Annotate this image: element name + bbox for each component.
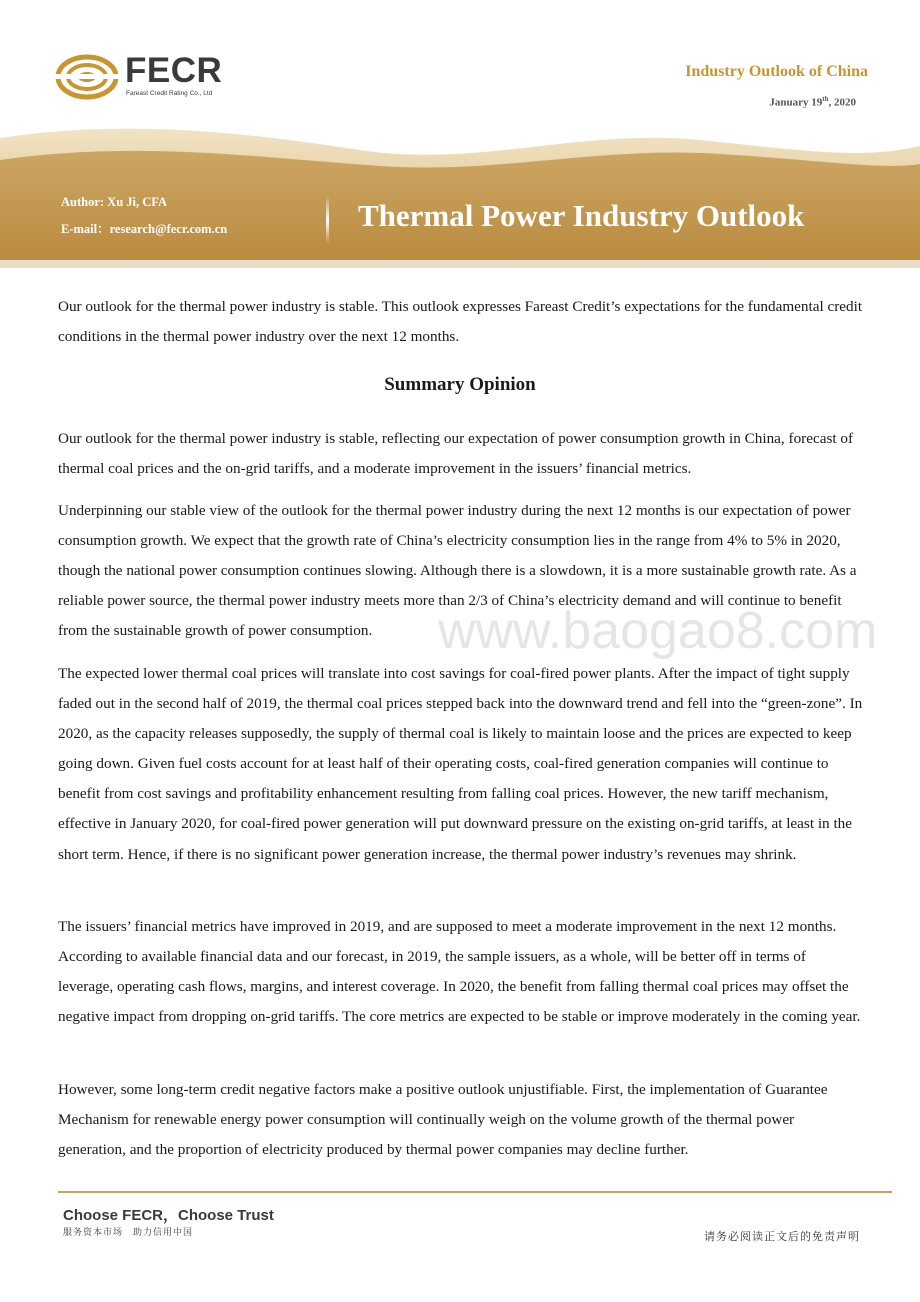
intro-paragraph: Our outlook for the thermal power industry is stable. This outlook expresses Fareast Credit’s expectations for the fundamental credit conditions in the thermal power industry over the next 12 months.: [58, 298, 863, 345]
date-ordinal: th: [822, 95, 829, 103]
header-banner: [0, 120, 920, 268]
date-year: , 2020: [828, 96, 856, 109]
logo-wordmark: FECR: [125, 51, 223, 90]
report-series-title: Industry Outlook of China: [685, 63, 868, 80]
date-prefix: January 19: [769, 96, 823, 109]
paragraph: The expected lower thermal coal prices will translate into cost savings for coal-fired power plants. After the impact of tight supply faded out in the second half of 2019, the thermal coal prices stepped back into the downward trend and fell into the “green-zone”. In 2020, as the capacity releases supposedly, the supply of thermal coal is likely to maintain loose and the prices are expected to keep going down. Given fuel costs account for at least half of their operating costs, coal-fired generation companies will continue to benefit from cost savings and profitability enhancement resulting from falling coal prices. However, the new tariff mechanism, effective in January 2020, for coal-fired power generation will put downward pressure on the existing on-grid tariffs, at least in the short term. Hence, if there is no significant power generation increase, the thermal power industry’s revenues may shrink.: [58, 665, 863, 863]
paragraph: Our outlook for the thermal power industry is stable, reflecting our expectation of power consumption growth in China, forecast of thermal coal prices and the on-grid tariffs, and a moderate improvement in the issuers’ financial metrics.: [58, 430, 854, 478]
fecr-logo[interactable]: [55, 50, 235, 104]
footer-disclaimer: 请务必阅读正文后的免责声明: [704, 1230, 860, 1243]
page-title: Thermal Power Industry Outlook: [358, 198, 805, 233]
paragraph: However, some long-term credit negative factors make a positive outlook unjustifiable. First, the implementation of Guarantee Mechanism for renewable energy power consumption will continually weigh on the volume growth of the thermal power generation, and the proportion of electricity produced by thermal power companies may decline further.: [58, 1081, 828, 1159]
footer-slogan: Choose FECR，Choose Trust: [63, 1207, 274, 1224]
fecr-logo-icon: [55, 52, 119, 102]
paragraph: Underpinning our stable view of the outlook for the thermal power industry during the next 12 months is our expectation of power consumption growth. We expect that the growth rate of China’s electricity consumption lies in the range from 4% to 5% in 2020, though the national power consumption continues slowing. Although there is a slowdown, it is a more sustainable growth rate. As a reliable power source, the thermal power industry meets more than 2/3 of China’s electricity demand and will continue to benefit from the sustainable growth of power consumption.: [58, 502, 857, 640]
report-date: [769, 95, 856, 109]
footer-slogan-cn: 服务资本市场 助力信用中国: [63, 1228, 194, 1238]
watermark: www.baogao8.com: [438, 602, 878, 660]
author-email[interactable]: E-mail：research@fecr.com.cn: [61, 222, 228, 236]
paragraph: The issuers’ financial metrics have improved in 2019, and are supposed to meet a moderate improvement in the next 12 months. According to available financial data and our forecast, in 2019, the sample issuers, as a whole, will be better off in terms of leverage, operating cash flows, margins, and interest coverage. In 2020, the benefit from falling thermal coal prices may offset the negative impact from dropping on-grid tariffs. The core metrics are expected to be stable or improve moderately in the coming year.: [58, 918, 861, 1026]
banner-divider: [326, 196, 329, 244]
logo-subtitle: Fareast Credit Rating Co., Ltd: [126, 90, 213, 97]
footer-divider: [58, 1191, 892, 1193]
summary-heading: Summary Opinion: [384, 374, 536, 395]
author: Author: Xu Ji, CFA: [61, 195, 168, 209]
